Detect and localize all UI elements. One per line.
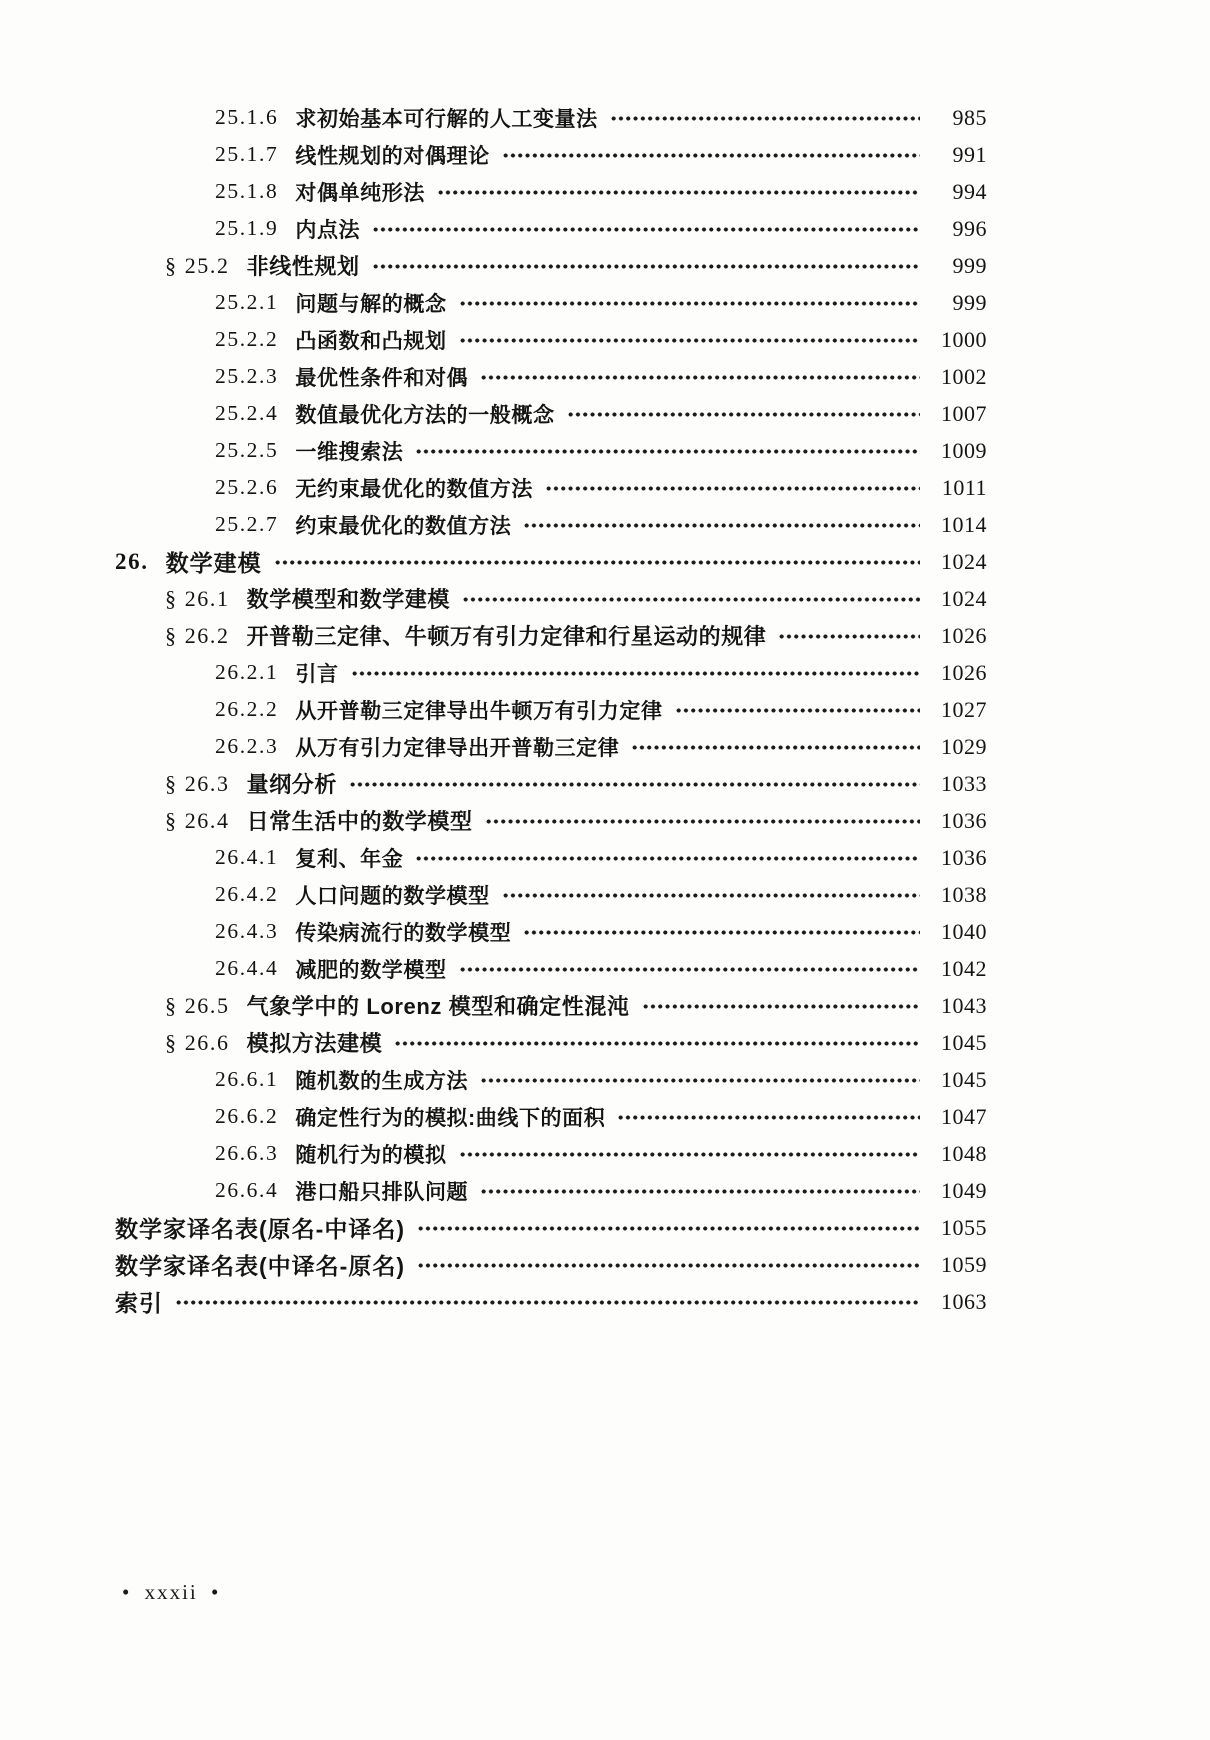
- toc-entry: [115, 1024, 987, 1061]
- toc-entry-page: 1049: [941, 1177, 987, 1203]
- toc-entry-title: 内点法: [295, 218, 361, 242]
- dot-leader-icon: [417, 1209, 920, 1246]
- toc-entry-title: 约束最优化的数值方法: [295, 514, 512, 538]
- toc-entry-number: 25.1.8: [215, 179, 279, 203]
- toc-entry: [115, 99, 987, 136]
- toc-entry-number: § 26.6: [165, 1029, 230, 1055]
- toc-entry-number: § 26.5: [165, 992, 230, 1018]
- toc-entry-page: 1048: [941, 1140, 987, 1166]
- toc-entry: [115, 1283, 987, 1320]
- toc-entry-title: 人口问题的数学模型: [295, 884, 490, 908]
- toc-entry-title: 数学模型和数学建模: [246, 587, 451, 612]
- toc-entry-number: 26.4.1: [215, 845, 279, 869]
- toc-entry-page: 1038: [941, 881, 987, 907]
- toc-entry-number: 26.4.3: [215, 919, 279, 943]
- toc-entry: [115, 950, 987, 987]
- toc-entry-number: 25.1.6: [215, 105, 279, 129]
- toc-entry: [115, 765, 987, 802]
- toc-entry-number: 25.2.7: [215, 512, 279, 536]
- dot-leader-icon: [394, 1024, 920, 1061]
- dot-leader-icon: [349, 765, 920, 802]
- dot-leader-icon: [462, 580, 920, 617]
- toc-entry-number: 26.: [115, 548, 149, 574]
- toc-entry-number: § 25.2: [165, 252, 230, 278]
- toc-entry-title: 随机数的生成方法: [295, 1069, 469, 1093]
- dot-leader-icon: [415, 432, 920, 469]
- toc-entry-title: 确定性行为的模拟:曲线下的面积: [295, 1106, 606, 1130]
- dot-leader-icon: [417, 1246, 920, 1283]
- toc-entry-page: 999: [952, 252, 987, 278]
- toc-entry-number: § 26.2: [165, 622, 230, 648]
- toc-entry-number: 25.2.4: [215, 401, 279, 425]
- toc-entry: [115, 1172, 987, 1209]
- toc-entry-page: 1043: [941, 992, 987, 1018]
- toc-entry: [115, 839, 987, 876]
- toc-entry-title: 量纲分析: [246, 772, 338, 797]
- dot-leader-icon: [459, 950, 920, 987]
- toc-entry-page: 1000: [941, 326, 987, 352]
- toc-entry-title: 引言: [295, 662, 339, 686]
- toc-entry-title: 日常生活中的数学模型: [246, 809, 473, 834]
- toc-entry: [115, 506, 987, 543]
- toc-entry: [115, 802, 987, 839]
- toc-entry-page: 996: [952, 215, 987, 241]
- toc-entry-page: 1007: [941, 400, 987, 426]
- toc-entry-title: 模拟方法建模: [246, 1031, 383, 1056]
- toc-entry-page: 1024: [941, 585, 987, 611]
- toc-entry-title: 随机行为的模拟: [295, 1143, 447, 1167]
- toc-entry-page: 999: [952, 289, 987, 315]
- toc-entry-page: 1026: [941, 659, 987, 685]
- toc-entry: [115, 913, 987, 950]
- dot-leader-icon: [523, 913, 920, 950]
- toc-entry-number: § 26.3: [165, 770, 230, 796]
- toc-entry: [115, 173, 987, 210]
- toc-entry-number: § 26.4: [165, 807, 230, 833]
- toc-entry: [115, 1209, 987, 1246]
- toc-entry-number: 26.2.3: [215, 734, 279, 758]
- toc-entry: [115, 432, 987, 469]
- toc-entry-number: 26.2.2: [215, 697, 279, 721]
- dot-leader-icon: [523, 506, 920, 543]
- toc-entry-title: 数学建模: [165, 550, 262, 576]
- toc-entry: [115, 358, 987, 395]
- toc-entry-page: 1045: [941, 1066, 987, 1092]
- toc-entry-page: 1036: [941, 844, 987, 870]
- toc-entry: [115, 210, 987, 247]
- toc-entry: [115, 617, 987, 654]
- dot-leader-icon: [459, 321, 920, 358]
- toc-entry-number: 25.2.2: [215, 327, 279, 351]
- dot-leader-icon: [610, 99, 920, 136]
- toc-entry-title: 一维搜索法: [295, 440, 404, 464]
- dot-leader-icon: [778, 617, 920, 654]
- toc-entry: [115, 284, 987, 321]
- toc-entry-title: 从开普勒三定律导出牛顿万有引力定律: [295, 699, 663, 723]
- dot-leader-icon: [502, 136, 920, 173]
- toc-entry-number: 26.6.2: [215, 1104, 279, 1128]
- toc-entry-page: 985: [952, 104, 987, 130]
- dot-leader-icon: [351, 654, 920, 691]
- toc-entry-number: 25.2.6: [215, 475, 279, 499]
- toc-entry: [115, 1135, 987, 1172]
- dot-leader-icon: [437, 173, 920, 210]
- toc-entry-title: 凸函数和凸规划: [295, 329, 447, 353]
- toc-entry-page: 1029: [941, 733, 987, 759]
- dot-leader-icon: [459, 284, 920, 321]
- toc-entry-page: 994: [952, 178, 987, 204]
- toc-entry-page: 1063: [941, 1288, 987, 1314]
- toc-entry-title: 无约束最优化的数值方法: [295, 477, 533, 501]
- toc-entry-number: 25.2.1: [215, 290, 279, 314]
- toc-entry-number: 25.2.5: [215, 438, 279, 462]
- dot-leader-icon: [485, 802, 920, 839]
- toc-entry-page: 1027: [941, 696, 987, 722]
- toc-entry: [115, 469, 987, 506]
- dot-leader-icon: [502, 876, 920, 913]
- toc-entry-title: 传染病流行的数学模型: [295, 921, 512, 945]
- dot-leader-icon: [675, 691, 920, 728]
- toc-entry-number: 26.4.4: [215, 956, 279, 980]
- toc-entry: [115, 543, 987, 580]
- toc-entry-title: 复利、年金: [295, 847, 404, 871]
- dot-leader-icon: [480, 1172, 920, 1209]
- toc-entry-page: 1026: [941, 622, 987, 648]
- toc-entry-number: § 26.1: [165, 585, 230, 611]
- toc-entry: [115, 247, 987, 284]
- dot-leader-icon: [415, 839, 920, 876]
- toc-entry-title: 最优性条件和对偶: [295, 366, 469, 390]
- toc-entry-number: 25.2.3: [215, 364, 279, 388]
- table-of-contents: [115, 99, 987, 1320]
- toc-entry-title: 非线性规划: [246, 254, 360, 279]
- toc-entry-number: 26.6.3: [215, 1141, 279, 1165]
- toc-entry-number: 26.6.1: [215, 1067, 279, 1091]
- toc-entry: [115, 876, 987, 913]
- toc-entry-page: 1011: [941, 474, 987, 500]
- toc-entry-title: 求初始基本可行解的人工变量法: [295, 107, 598, 131]
- toc-entry-number: 26.2.1: [215, 660, 279, 684]
- page-footer: • xxxii •: [122, 1580, 221, 1604]
- toc-entry-title: 线性规划的对偶理论: [295, 144, 490, 168]
- dot-leader-icon: [175, 1283, 920, 1320]
- toc-entry-page: 1047: [941, 1103, 987, 1129]
- toc-entry-number: 25.1.9: [215, 216, 279, 240]
- toc-entry: [115, 1098, 987, 1135]
- toc-entry: [115, 321, 987, 358]
- toc-entry-title: 问题与解的概念: [295, 292, 447, 316]
- toc-entry: [115, 654, 987, 691]
- toc-entry: [115, 1061, 987, 1098]
- toc-entry-title: 气象学中的 Lorenz 模型和确定性混沌: [246, 994, 630, 1019]
- toc-entry-title: 索引: [115, 1290, 163, 1316]
- toc-entry-page: 1036: [941, 807, 987, 833]
- dot-leader-icon: [617, 1098, 920, 1135]
- toc-entry-page: 991: [952, 141, 987, 167]
- toc-entry-page: 1014: [941, 511, 987, 537]
- toc-entry: [115, 395, 987, 432]
- toc-entry-page: 1009: [941, 437, 987, 463]
- toc-entry-title: 对偶单纯形法: [295, 181, 425, 205]
- toc-entry: [115, 691, 987, 728]
- toc-entry: [115, 1246, 987, 1283]
- toc-entry: [115, 580, 987, 617]
- toc-entry-title: 数学家译名表(原名-中译名): [115, 1216, 405, 1242]
- dot-leader-icon: [459, 1135, 920, 1172]
- dot-leader-icon: [480, 1061, 920, 1098]
- dot-leader-icon: [372, 210, 920, 247]
- toc-entry-page: 1045: [941, 1029, 987, 1055]
- toc-entry-title: 港口船只排队问题: [295, 1180, 469, 1204]
- dot-leader-icon: [372, 247, 920, 284]
- toc-entry-number: 25.1.7: [215, 142, 279, 166]
- toc-entry-page: 1059: [941, 1251, 987, 1277]
- toc-entry: [115, 987, 987, 1024]
- toc-entry-page: 1040: [941, 918, 987, 944]
- dot-leader-icon: [642, 987, 920, 1024]
- toc-entry-number: 26.4.2: [215, 882, 279, 906]
- toc-entry-page: 1055: [941, 1214, 987, 1240]
- dot-leader-icon: [480, 358, 920, 395]
- toc-entry: [115, 136, 987, 173]
- toc-entry-title: 从万有引力定律导出开普勒三定律: [295, 736, 620, 760]
- dot-leader-icon: [274, 543, 920, 580]
- toc-entry-page: 1024: [941, 548, 987, 574]
- dot-leader-icon: [631, 728, 920, 765]
- toc-entry-title: 数学家译名表(中译名-原名): [115, 1253, 405, 1279]
- toc-entry-title: 开普勒三定律、牛顿万有引力定律和行星运动的规律: [246, 624, 767, 649]
- toc-entry-title: 数值最优化方法的一般概念: [295, 403, 555, 427]
- toc-entry-page: 1002: [941, 363, 987, 389]
- toc-entry-title: 减肥的数学模型: [295, 958, 447, 982]
- dot-leader-icon: [567, 395, 920, 432]
- toc-entry: [115, 728, 987, 765]
- dot-leader-icon: [545, 469, 920, 506]
- toc-entry-page: 1033: [941, 770, 987, 796]
- toc-entry-number: 26.6.4: [215, 1178, 279, 1202]
- toc-entry-page: 1042: [941, 955, 987, 981]
